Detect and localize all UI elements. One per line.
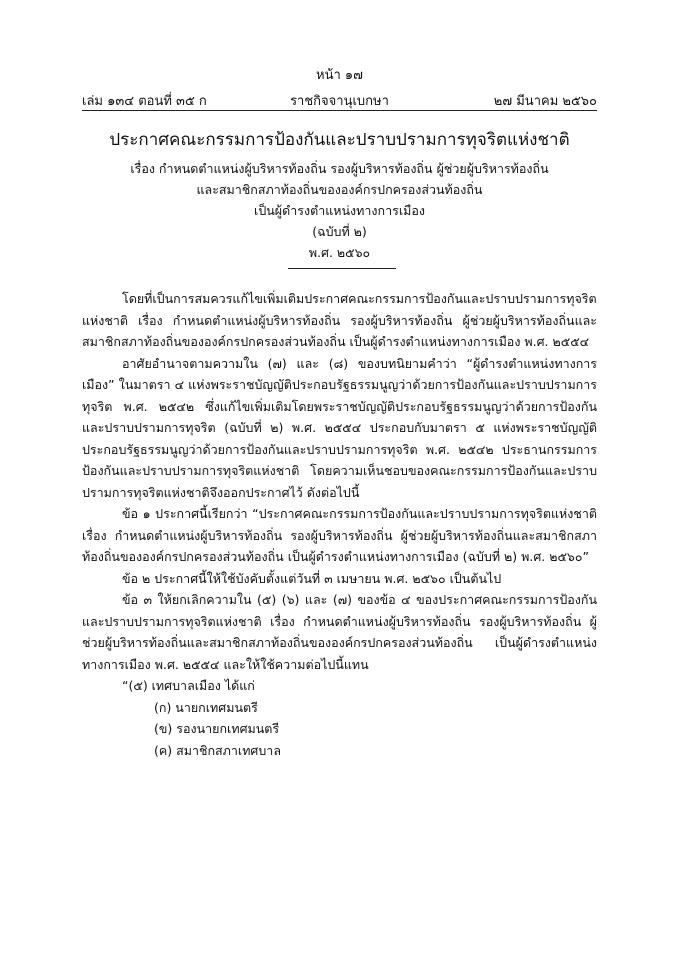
title-divider [288,268,396,269]
clause-1: ข้อ ๑ ประกาศนี้เรียกว่า “ประกาศคณะกรรมการป้องกันและปราบปรามการทุจริตแห่งชาติ เรื่อง กำหนดตำแหน่งผู้บริหารท้องถิ่น รองผู้บริหารท้องถิ่น ผู้ช่วยผู้บริหารท้องถิ่นและสมาชิกสภาท้องถิ่นขององค์กรปกครองส่วนท้องถิ่น เป็นผู้ดำรงตำแหน่งทางการเมือง (ฉบับที่ ๒) พ.ศ. ๒๕๖๐” [82,506,597,564]
sub-item: (ข) รองนายกเทศมนตรี [154,721,280,736]
subject-line: เป็นผู้ดำรงตำแหน่งทางการเมือง [254,203,425,218]
document-body [82,288,597,761]
document-subject [60,158,619,263]
gazette-name: ราชกิจจานุเบกษา [290,94,389,109]
subject-line: เรื่อง กำหนดตำแหน่งผู้บริหารท้องถิ่น รองผู้บริหารท้องถิ่น ผู้ช่วยผู้บริหารท้องถิ่น [130,161,549,176]
sub-item: (ค) สมาชิกสภาเทศบาล [154,742,281,758]
sub-item: (ก) นายกเทศมนตรี [154,699,258,715]
item-heading: “(๕) เทศบาลเมือง ได้แก่ [122,678,255,693]
gazette-header [82,90,597,108]
preamble-paragraph: โดยที่เป็นการสมควรแก้ไขเพิ่มเติมประกาศคณะกรรมการป้องกันและปราบปรามการทุจริตแห่งชาติ เรื่อง กำหนดตำแหน่งผู้บริหารท้องถิ่น รองผู้บริหารท้องถิ่น ผู้ช่วยผู้บริหารท้องถิ่นและสมาชิกสภาท้องถิ่นขององค์กรปกครองส่วนท้องถิ่น เป็นผู้ดำรงตำแหน่งทางการเมือง พ.ศ. ๒๕๕๔ [82,291,597,349]
volume-issue: เล่ม ๑๓๔ ตอนที่ ๓๕ ก [82,94,207,109]
header-divider [82,110,597,111]
document-title: ประกาศคณะกรรมการป้องกันและปราบปรามการทุจริตแห่งชาติ [109,130,570,150]
clause-2: ข้อ ๒ ประกาศนี้ให้ใช้บังคับตั้งแต่วันที่ ๓ เมษายน พ.ศ. ๒๕๖๐ เป็นต้นไป [122,570,502,586]
publication-date: ๒๗ มีนาคม ๒๕๖๐ [493,94,597,109]
authority-paragraph: อาศัยอำนาจตามความใน (๗) และ (๘) ของบทนิยามคำว่า “ผู้ดำรงตำแหน่งทางการเมือง” ในมาตรา ๔ แห่งพระราชบัญญัติประกอบรัฐธรรมนูญว่าด้วยการป้องกันและปราบปรามการทุจริต พ.ศ. ๒๕๔๒ ซึ่งแก้ไขเพิ่มเติมโดยพระราชบัญญัติประกอบรัฐธรรมนูญว่าด้วยการป้องกันและปราบปรามการทุจริต (ฉบับที่ ๒) พ.ศ. ๒๕๕๔ ประกอบกับมาตรา ๕ แห่งพระราชบัญญัติประกอบรัฐธรรมนูญว่าด้วยการป้องกันและปราบปรามการทุจริต พ.ศ. ๒๕๔๒ ประธานกรรมการป้องกันและปราบปรามการทุจริตแห่งชาติ โดยความเห็นชอบของคณะกรรมการป้องกันและปราบปรามการทุจริตแห่งชาติจึงออกประกาศไว้ ดังต่อไปนี้ [82,355,597,500]
clause-3: ข้อ ๓ ให้ยกเลิกความใน (๕) (๖) และ (๗) ของข้อ ๔ ของประกาศคณะกรรมการป้องกันและปราบปรามการทุจริตแห่งชาติ เรื่อง กำหนดตำแหน่งผู้บริหารท้องถิ่น รองผู้บริหารท้องถิ่น ผู้ช่วยผู้บริหารท้องถิ่นและสมาชิกสภาท้องถิ่นขององค์กรปกครองส่วนท้องถิ่น เป็นผู้ดำรงตำแหน่งทางการเมือง พ.ศ. ๒๕๕๔ และให้ใช้ความต่อไปนี้แทน [82,592,597,672]
edition-line: (ฉบับที่ ๒) [312,224,367,239]
subject-line: และสมาชิกสภาท้องถิ่นขององค์กรปกครองส่วนท้องถิ่น [196,182,483,197]
page-number: หน้า ๑๗ [316,68,363,83]
year-line: พ.ศ. ๒๕๖๐ [308,245,371,260]
